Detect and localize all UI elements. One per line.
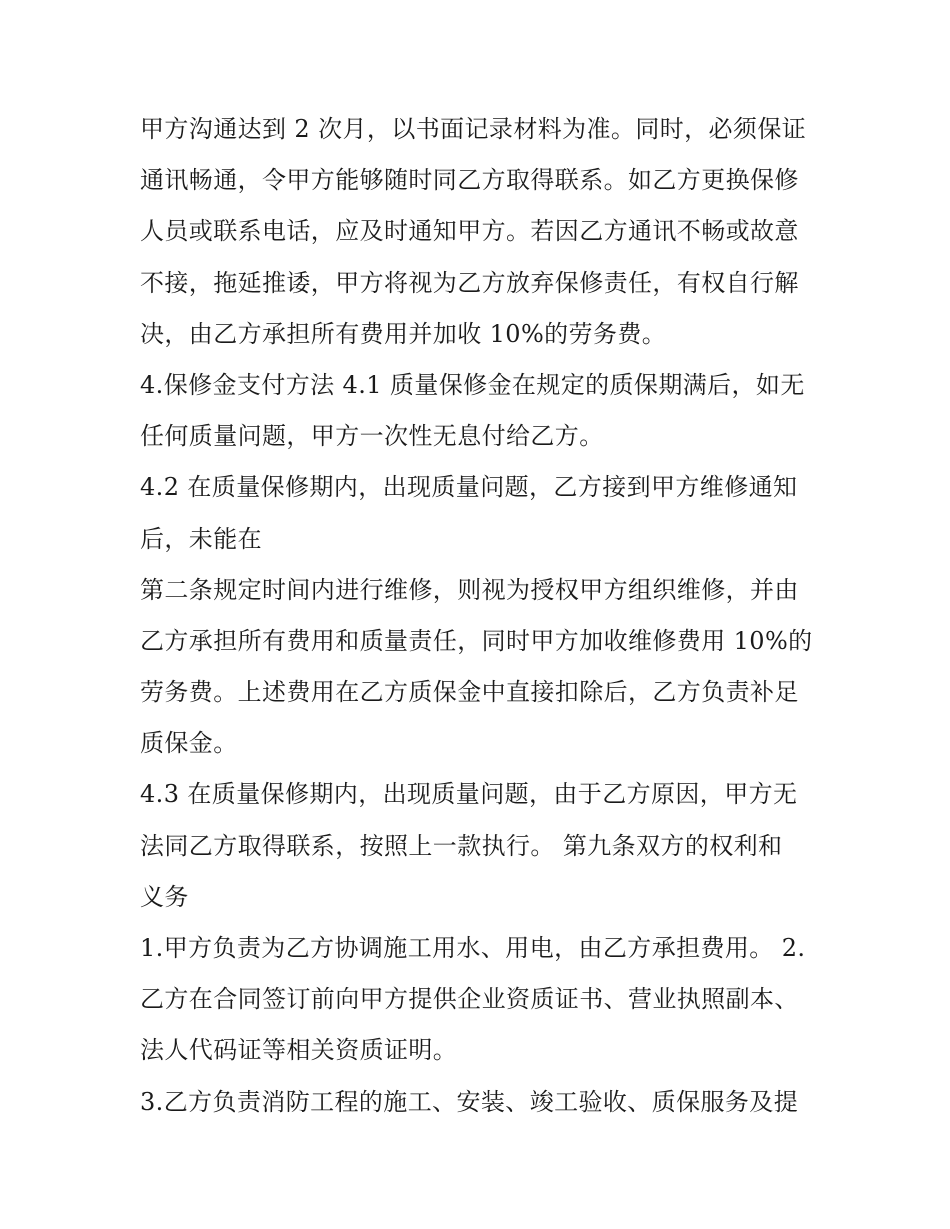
text-line: 乙方承担所有费用和质量责任，同时甲方加收维修费用 10%的 [140,626,813,655]
text-line: 4.3 在质量保修期内，出现质量问题，由于乙方原因，甲方无 [140,780,798,809]
text-line: 不接，拖延推诿，甲方将视为乙方放弃保修责任，有权自行解 [140,268,799,297]
text-line: 通讯畅通，令甲方能够随时同乙方取得联系。如乙方更换保修 [140,166,799,195]
text-line: 第二条规定时间内进行维修，则视为授权甲方组织维修，并由 [140,575,799,604]
text-line: 决，由乙方承担所有费用并加收 10%的劳务费。 [140,319,667,348]
text-line: 法同乙方取得联系，按照上一款执行。 第九条双方的权利和 [140,831,783,860]
text-line: 4.2 在质量保修期内，出现质量问题，乙方接到甲方维修通知 [140,473,798,502]
text-line: 义务 [140,882,189,911]
text-line: 劳务费。上述费用在乙方质保金中直接扣除后，乙方负责补足 [140,678,799,707]
text-line: 4.保修金支付方法 4.1 质量保修金在规定的质保期满后，如无 [140,370,805,399]
text-line: 3.乙方负责消防工程的施工、安装、竣工验收、质保服务及提 [140,1087,799,1116]
text-line: 乙方在合同签订前向甲方提供企业资质证书、营业执照副本、 [140,985,799,1014]
text-line: 法人代码证等相关资质证明。 [140,1036,458,1065]
body-text [140,104,830,1128]
text-line: 质保金。 [140,729,238,758]
text-line: 甲方沟通达到 2 次月，以书面记录材料为准。同时，必须保证 [140,115,807,143]
text-line: 1.甲方负责为乙方协调施工用水、用电，由乙方承担费用。 2. [140,934,806,962]
text-line: 后，未能在 [140,524,262,553]
text-line: 人员或联系电话，应及时通知甲方。若因乙方通讯不畅或故意 [140,217,799,246]
text-line: 任何质量问题，甲方一次性无息付给乙方。 [140,422,604,451]
